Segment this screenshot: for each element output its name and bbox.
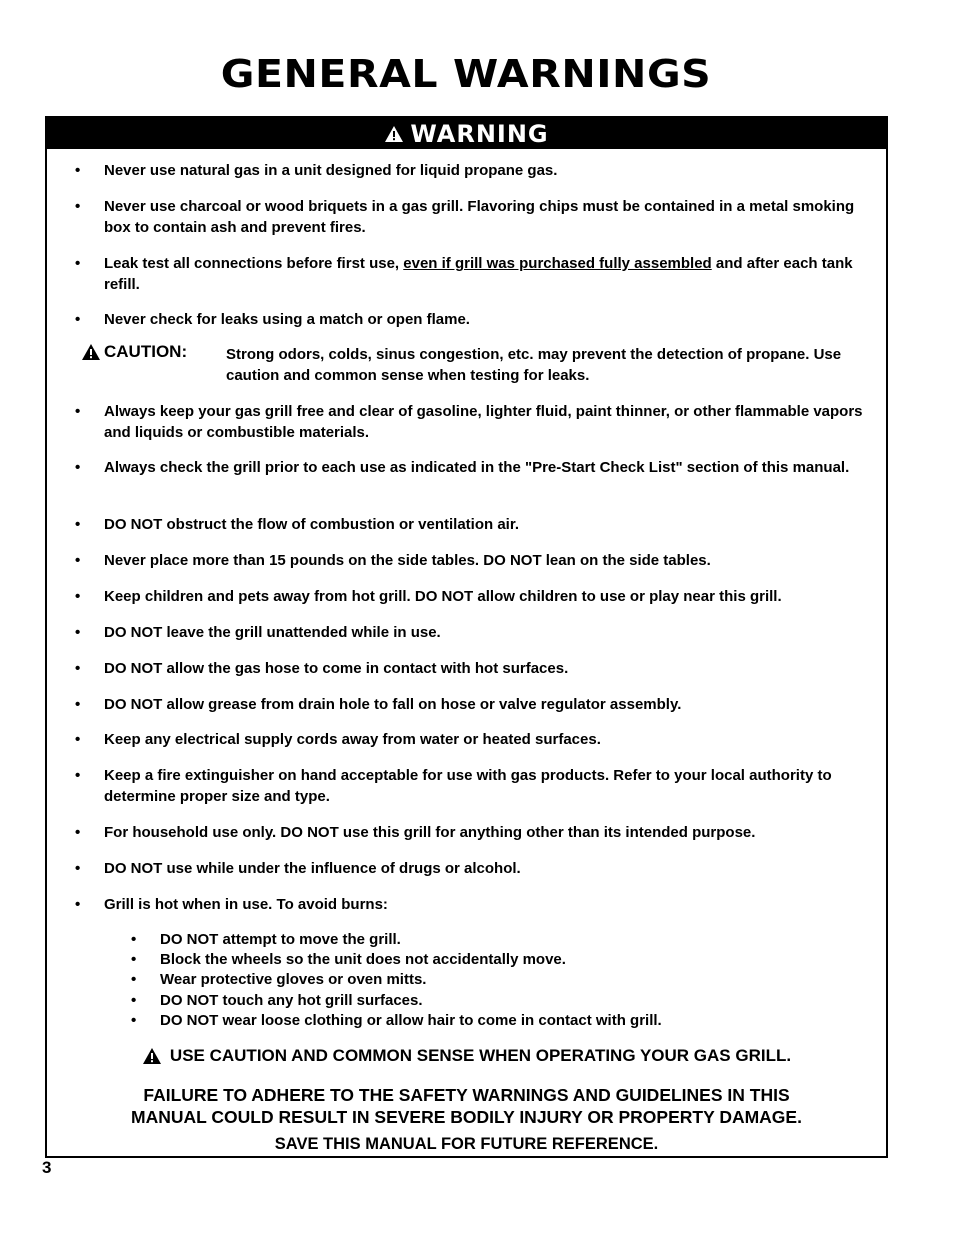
save-manual-notice: SAVE THIS MANUAL FOR FUTURE REFERENCE. xyxy=(274,1135,659,1153)
burn-avoidance-sublist xyxy=(131,930,831,1031)
list-item xyxy=(75,586,865,607)
warning-triangle-icon xyxy=(142,1047,162,1065)
sub-list-item-text: DO NOT attempt to move the grill. xyxy=(160,931,401,948)
warning-box xyxy=(45,116,888,1158)
failure-warning xyxy=(47,1084,886,1128)
bullet: • xyxy=(75,860,81,877)
warning-banner-label: WARNING xyxy=(410,119,549,148)
leak-test-underlined: even if grill was purchased fully assembled xyxy=(403,255,712,272)
list-item-text: Keep children and pets away from hot grill. DO NOT allow children to use or play near this grill. xyxy=(104,588,782,605)
list-item xyxy=(75,550,865,571)
warning-triangle-icon xyxy=(81,343,101,361)
bullet: • xyxy=(131,991,137,1009)
list-item-text: DO NOT obstruct the flow of combustion or ventilation air. xyxy=(104,516,520,533)
page-number: 3 xyxy=(42,1158,52,1177)
bullet: • xyxy=(75,198,81,215)
bullet: • xyxy=(131,971,137,989)
list-item xyxy=(75,309,865,330)
bullet: • xyxy=(75,896,81,913)
list-item xyxy=(75,729,865,750)
list-item-text: DO NOT leave the grill unattended while in use. xyxy=(104,624,441,641)
caution-text: Strong odors, colds, sinus congestion, etc. may prevent the detection of propane. Use caution and common sense when testing for leaks. xyxy=(226,346,842,384)
list-item-text: Always check the grill prior to each use as indicated in the "Pre-Start Check List" section of this manual. xyxy=(104,459,850,476)
list-item-text: Never use charcoal or wood briquets in a gas grill. Flavoring chips must be contained in a metal smoking box to contain ash and prevent fires. xyxy=(104,198,855,236)
bullet: • xyxy=(75,403,81,420)
bullet: • xyxy=(131,931,137,948)
bullet: • xyxy=(131,1011,137,1029)
list-item xyxy=(75,622,865,643)
caution-label-text: CAUTION: xyxy=(104,342,188,361)
list-item xyxy=(75,822,865,843)
sub-list-item-text: Wear protective gloves or oven mitts. xyxy=(160,971,427,989)
list-item-text: Never place more than 15 pounds on the side tables. DO NOT lean on the side tables. xyxy=(104,552,711,569)
use-caution-text: USE CAUTION AND COMMON SENSE WHEN OPERATING YOUR GAS GRILL. xyxy=(169,1046,792,1065)
list-item-text: Keep a fire extinguisher on hand acceptable for use with gas products. Refer to your local authority to determine proper size and type. xyxy=(104,767,832,805)
list-item-text: Never use natural gas in a unit designed for liquid propane gas. xyxy=(104,162,558,179)
list-item-text: Always keep your gas grill free and clear of gasoline, lighter fluid, paint thinner, or other flammable vapors and liquids or combustible materials. xyxy=(104,403,863,441)
list-item xyxy=(75,694,865,715)
sub-list-item xyxy=(131,970,831,990)
bullet: • xyxy=(75,162,81,179)
bullet: • xyxy=(75,255,81,272)
list-item-text: For household use only. DO NOT use this grill for anything other than its intended purpose. xyxy=(104,824,756,841)
bullet: • xyxy=(75,696,81,713)
bullet: • xyxy=(75,588,81,605)
list-item xyxy=(75,514,865,535)
failure-warning-line: MANUAL COULD RESULT IN SEVERE BODILY INJURY OR PROPERTY DAMAGE. xyxy=(131,1107,802,1127)
list-item xyxy=(75,765,865,807)
list-item-text: DO NOT allow the gas hose to come in contact with hot surfaces. xyxy=(104,660,569,677)
list-item-text: DO NOT allow grease from drain hole to fall on hose or valve regulator assembly. xyxy=(104,696,682,713)
sub-list-item xyxy=(131,930,831,950)
bullet: • xyxy=(75,311,81,328)
bullet: • xyxy=(75,660,81,677)
list-item xyxy=(75,401,865,443)
bullet: • xyxy=(75,459,81,476)
list-item-text: DO NOT use while under the influence of drugs or alcohol. xyxy=(104,860,521,877)
caution-note xyxy=(81,344,861,386)
list-item xyxy=(75,457,865,478)
page-title: GENERAL WARNINGS xyxy=(220,52,712,96)
sub-list-item xyxy=(131,950,831,970)
list-item-text: Never check for leaks using a match or open flame. xyxy=(104,311,470,328)
warning-banner xyxy=(47,118,886,149)
leak-test-text-end: and after each tank refill. xyxy=(104,255,853,293)
bullet: • xyxy=(75,516,81,533)
sub-list-item-text: DO NOT touch any hot grill surfaces. xyxy=(160,991,423,1009)
bullet: • xyxy=(75,552,81,569)
list-item xyxy=(75,894,865,915)
warning-triangle-icon xyxy=(384,125,404,143)
use-caution-line xyxy=(47,1046,886,1066)
failure-warning-line: FAILURE TO ADHERE TO THE SAFETY WARNINGS AND GUIDELINES IN THIS xyxy=(143,1085,790,1105)
sub-list-item-text: DO NOT wear loose clothing or allow hair to come in contact with grill. xyxy=(160,1011,662,1029)
sub-list-item xyxy=(131,1011,831,1031)
bullet: • xyxy=(131,951,137,969)
bullet: • xyxy=(75,767,81,784)
list-item xyxy=(75,253,865,295)
list-item-text: Grill is hot when in use. To avoid burns: xyxy=(104,896,388,913)
bullet: • xyxy=(75,824,81,841)
list-item-text: Keep any electrical supply cords away from water or heated surfaces. xyxy=(104,731,601,748)
bullet: • xyxy=(75,731,81,748)
bullet: • xyxy=(75,624,81,641)
list-item-text xyxy=(104,253,865,295)
list-item xyxy=(75,160,865,181)
leak-test-text-start: Leak test all connections before first use, xyxy=(104,255,404,272)
sub-list-item xyxy=(131,991,831,1011)
sub-list-item-text: Block the wheels so the unit does not accidentally move. xyxy=(160,951,566,969)
list-item xyxy=(75,196,865,238)
list-item xyxy=(75,858,865,879)
caution-label xyxy=(81,341,187,362)
list-item xyxy=(75,658,865,679)
